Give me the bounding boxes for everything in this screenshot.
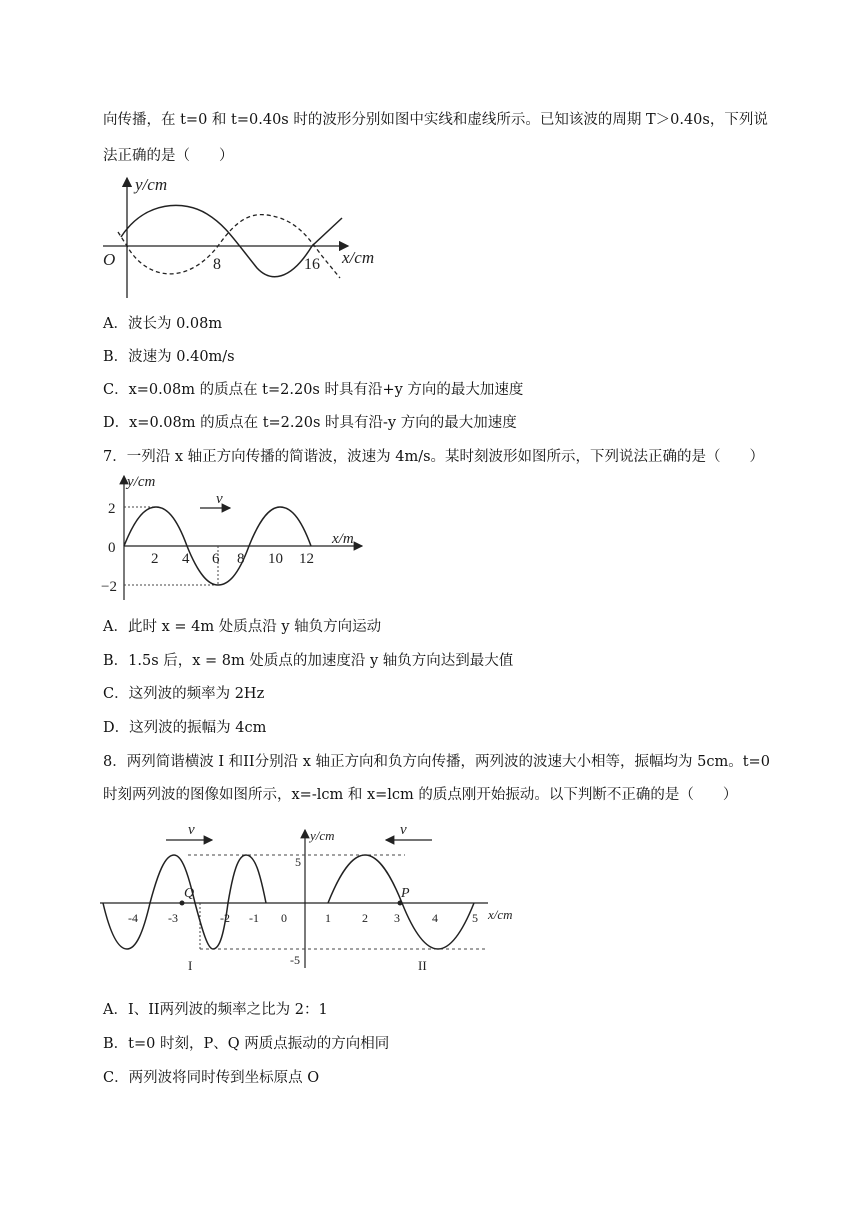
q8-wave-label-II: II: [418, 958, 427, 973]
q7-y-tick-2: 2: [108, 501, 116, 517]
q8-option-c: C．两列波将同时传到坐标原点 O: [103, 1070, 320, 1086]
q8-option-a: A．I、II两列波的频率之比为 2：1: [103, 1002, 328, 1018]
q7-y-axis-label: y/cm: [127, 474, 156, 490]
q7-wave-figure: [100, 470, 370, 605]
q8-point-label-P: P: [401, 886, 410, 901]
q6-tick-label-8: 8: [213, 256, 221, 273]
q8-velocity-label-left: v: [188, 822, 195, 838]
q8-x-tick-3: 3: [394, 911, 400, 925]
q6-x-axis-label: x/cm: [342, 248, 375, 267]
q8-x-tick-neg4: -4: [128, 911, 138, 925]
q6-tick-label-16: 16: [304, 256, 320, 273]
q7-x-tick-10: 10: [268, 551, 283, 567]
q8-y-axis-label: y/cm: [310, 828, 335, 843]
q8-velocity-label-right: v: [400, 822, 407, 838]
q8-x-tick-4: 4: [432, 911, 438, 925]
q7-y-tick-neg2: −2: [101, 579, 117, 595]
q8-wave-label-I: I: [188, 958, 193, 973]
q8-option-b: B．t=0 时刻，P、Q 两质点振动的方向相同: [103, 1036, 390, 1052]
q6-option-a: A．波长为 0.08m: [103, 316, 223, 332]
q8-wave-I: [103, 855, 266, 949]
q7-x-tick-2: 2: [151, 551, 159, 567]
q8-x-tick-5: 5: [472, 911, 478, 925]
q7-x-axis-label: x/m: [332, 531, 354, 547]
q7-option-c: C．这列波的频率为 2Hz: [103, 686, 265, 702]
q6-stem-line-1: 向传播，在 t=0 和 t=0.40s 时的波形分别如图中实线和虚线所示。已知该波的周期 T＞0.40s，下列说: [103, 112, 768, 128]
q8-y-tick-neg5: -5: [290, 953, 300, 967]
q8-point-label-Q: Q: [184, 886, 195, 901]
q8-x-tick-neg1: -1: [249, 911, 259, 925]
q7-stem: 7．一列沿 x 轴正方向传播的简谐波，波速为 4m/s。某时刻波形如图所示，下列说法正确的是（ ）: [103, 449, 765, 465]
q7-x-tick-8: 8: [237, 551, 245, 567]
q6-wave-figure: [100, 170, 390, 305]
q8-x-tick-neg3: -3: [168, 911, 178, 925]
q8-stem-line-1: 8．两列简谐横波 I 和II分别沿 x 轴正方向和负方向传播，两列波的波速大小相等，振幅均为 5cm。t=0: [103, 754, 770, 770]
q7-x-tick-12: 12: [299, 551, 314, 567]
q8-point-Q: [180, 901, 185, 906]
q6-option-b: B．波速为 0.40m/s: [103, 349, 235, 365]
q6-y-axis-label: y/cm: [135, 175, 168, 194]
q7-x-tick-6: 6: [212, 551, 220, 567]
q8-x-tick-1: 1: [325, 911, 331, 925]
q7-x-tick-4: 4: [182, 551, 190, 567]
q7-option-b: B．1.5s 后，x = 8m 处质点的加速度沿 y 轴负方向达到最大值: [103, 653, 514, 669]
q6-stem-line-2: 法正确的是（ ）: [103, 148, 234, 164]
q7-option-a: A．此时 x = 4m 处质点沿 y 轴负方向运动: [103, 619, 382, 635]
q6-option-c: C．x=0.08m 的质点在 t=2.20s 时具有沿+y 方向的最大加速度: [103, 382, 524, 398]
q8-x-axis-label: x/cm: [488, 907, 513, 922]
q6-origin-label: O: [103, 250, 116, 269]
q7-y-tick-0: 0: [108, 540, 116, 556]
q8-wave-figure: [100, 818, 530, 978]
q8-x-tick-2: 2: [362, 911, 368, 925]
q8-x-tick-0: 0: [281, 911, 287, 925]
q8-point-P: [398, 901, 403, 906]
q6-option-d: D．x=0.08m 的质点在 t=2.20s 时具有沿-y 方向的最大加速度: [103, 415, 517, 431]
q8-x-tick-neg2: -2: [220, 911, 230, 925]
q8-stem-line-2: 时刻两列波的图像如图所示，x=-lcm 和 x=lcm 的质点刚开始振动。以下判断不正确的是（ ）: [103, 787, 738, 803]
q8-y-tick-5: 5: [295, 855, 301, 869]
q7-option-d: D．这列波的振幅为 4cm: [103, 720, 267, 736]
q7-velocity-label: v: [216, 491, 223, 507]
